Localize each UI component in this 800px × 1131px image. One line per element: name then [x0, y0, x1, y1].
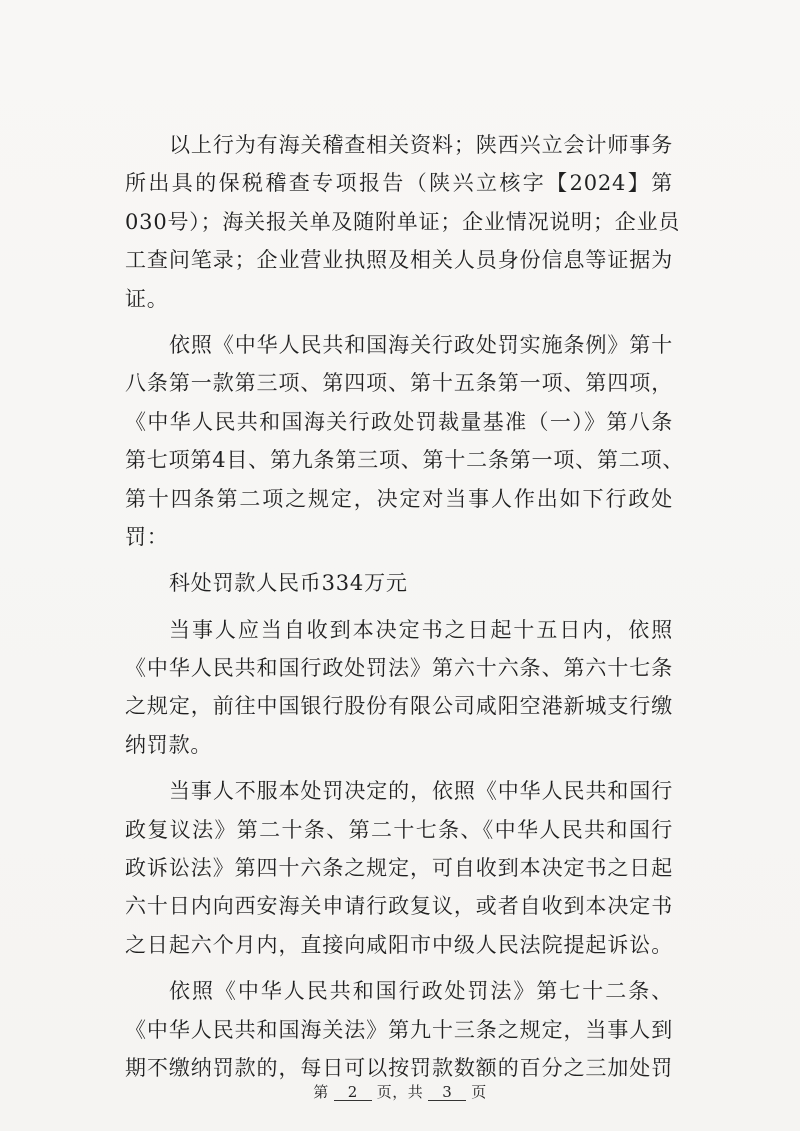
- text-line: 第七项第4目、第九条第三项、第十二条第一项、第二项、: [125, 448, 685, 473]
- paragraph-appeal: [125, 772, 673, 964]
- text-line: 依照《中华人民共和国海关行政处罚实施条例》第十: [169, 332, 673, 357]
- text-line: 六十日内向西安海关申请行政复议，或者自收到本决定书: [125, 894, 673, 919]
- text-line: 之规定，前往中国银行股份有限公司咸阳空港新城支行缴: [125, 694, 673, 719]
- document-body: [125, 126, 685, 1087]
- text-line: 政诉讼法》第四十六条之规定，可自收到本决定书之日起: [125, 856, 673, 881]
- text-line: 第十四条第二项之规定，决定对当事人作出如下行政处: [125, 486, 673, 511]
- text-line: 《中华人民共和国行政处罚法》第六十六条、第六十七条: [125, 656, 673, 681]
- text-line: 所出具的保税稽查专项报告（陕兴立核字【2024】第: [125, 171, 673, 196]
- paragraph-payment: [125, 611, 673, 765]
- paragraph-evidence: [125, 126, 681, 318]
- text-line: 《中华人民共和国海关法》第九十三条之规定，当事人到: [125, 1017, 673, 1042]
- page-footer: [0, 1081, 800, 1102]
- text-line: 政复议法》第二十条、第二十七条、《中华人民共和国行: [125, 817, 673, 842]
- text-line: 以上行为有海关稽查相关资料；陕西兴立会计师事务: [169, 133, 673, 157]
- current-page-number: 2: [334, 1085, 372, 1101]
- text-line: 《中华人民共和国海关行政处罚裁量基准（一）》第八条: [125, 409, 673, 434]
- text-line: 当事人不服本处罚决定的，依照《中华人民共和国行: [169, 779, 673, 804]
- text-line: 工查问笔录；企业营业执照及相关人员身份信息等证据为: [125, 248, 673, 273]
- text-line: 纳罚款。: [125, 732, 213, 757]
- text-line: 八条第一款第三项、第四项、第十五条第一项、第四项，: [125, 371, 673, 396]
- text-line: 证。: [125, 286, 169, 311]
- text-line: 科处罚款人民币334万元: [169, 571, 408, 596]
- total-pages-number: 3: [428, 1085, 466, 1101]
- footer-prefix: 第: [313, 1083, 329, 1101]
- text-line: 依照《中华人民共和国行政处罚法》第七十二条、: [169, 979, 673, 1004]
- paragraph-legal-basis: [125, 326, 685, 556]
- footer-middle: 页，共: [376, 1083, 424, 1101]
- text-line: 期不缴纳罚款的，每日可以按罚款数额的百分之三加处罚: [125, 1055, 673, 1080]
- footer-suffix: 页: [471, 1083, 487, 1101]
- paragraph-penalty: [125, 564, 673, 602]
- text-line: 当事人应当自收到本决定书之日起十五日内，依照: [169, 617, 673, 642]
- text-line: 罚：: [125, 524, 169, 549]
- text-line: 030号）；海关报关单及随附单证；企业情况说明；企业员: [125, 209, 681, 234]
- text-line: 之日起六个月内，直接向咸阳市中级人民法院提起诉讼。: [125, 932, 673, 957]
- paragraph-late-fee: [125, 972, 673, 1087]
